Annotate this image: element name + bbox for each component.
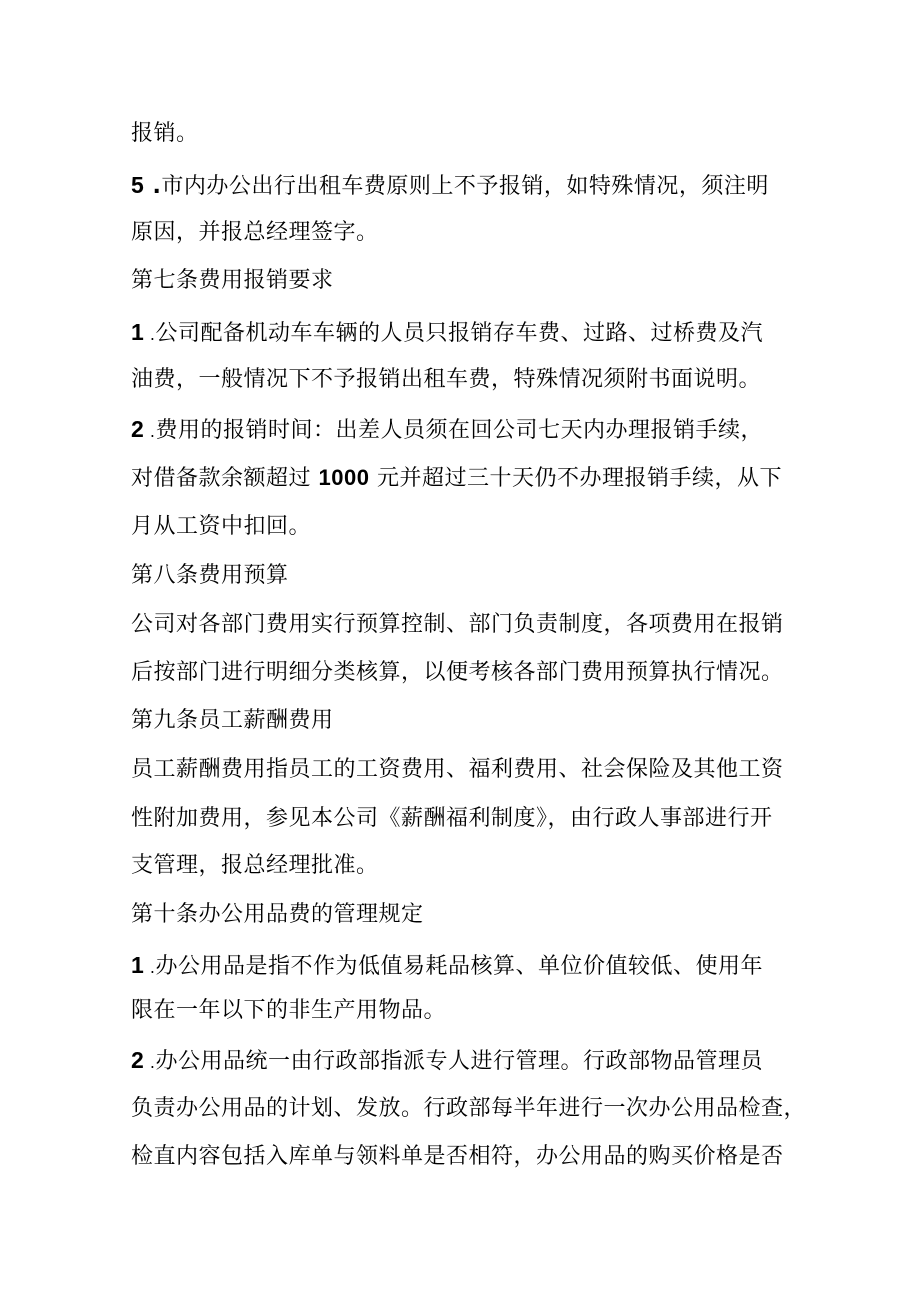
- text-segment: 油费，一般情况下不予报销出租车费，特殊情况须附书面说明。: [131, 367, 762, 392]
- heading-text: 第七条费用报销要求: [131, 268, 334, 293]
- heading-text: 第十条办公用品费的管理规定: [131, 902, 424, 927]
- text-segment: 支管理，报总经理批准。: [131, 853, 379, 878]
- text-segment: 性附加费用，参见本公司《薪酬福利制度》，由行政人事部进行开: [131, 806, 773, 831]
- text-segment: 检直内容包括入库单与领料单是否相符，办公用品的购买价格是否: [131, 1144, 784, 1169]
- list-separator: .: [144, 1053, 156, 1072]
- list-item-5: [131, 170, 769, 202]
- text-line: [131, 365, 761, 395]
- list-separator: .: [144, 958, 156, 977]
- list-item-1: [131, 317, 763, 350]
- section-heading: [131, 561, 289, 591]
- heading-text: 第八条费用预算: [131, 563, 289, 588]
- section-heading: [131, 900, 424, 930]
- section-heading: [131, 266, 334, 296]
- text-segment: 月从工资中扣回。: [131, 514, 312, 539]
- text-line: [131, 755, 784, 785]
- list-number: 2: [131, 416, 145, 442]
- text-line: [131, 119, 199, 149]
- list-number: 5: [131, 172, 145, 198]
- text-line: [131, 658, 784, 688]
- list-item-2: [131, 1045, 763, 1078]
- section-heading: [131, 706, 334, 736]
- list-separator: .: [144, 325, 156, 344]
- text-line: [131, 851, 379, 881]
- text-line: [131, 610, 784, 640]
- heading-text: 第九条员工薪酬费用: [131, 708, 334, 733]
- text-line: [131, 804, 773, 834]
- text-segment: 后按部门进行明细分类核算，以便考核各部门费用预算执行情况。: [131, 660, 784, 685]
- list-item-1: [131, 950, 763, 983]
- text-segment: 办公用品统一由行政部指派专人进行管理。行政部物品管理员: [155, 1049, 763, 1074]
- text-segment: 办公用品是指不作为低值易耗品核算、单位价值较低、使用年: [155, 954, 763, 979]
- list-number: 1: [131, 319, 145, 345]
- list-number: 2: [131, 1047, 145, 1073]
- text-segment: 原因，并报总经理签字。: [131, 220, 379, 245]
- text-line: [131, 512, 311, 542]
- text-line: [131, 1094, 806, 1124]
- list-number: 1: [131, 952, 145, 978]
- amount-value: 1000: [318, 465, 370, 490]
- text-segment: 元并超过三十天仍不办理报销手续，从下: [376, 466, 782, 491]
- text-segment: 限在一年以下的非生产用物品。: [131, 998, 447, 1023]
- text-segment: 报销。: [131, 121, 199, 146]
- text-line: [131, 463, 782, 494]
- text-segment: 公司对各部门费用实行预算控制、部门负责制度，各项费用在报销: [131, 612, 784, 637]
- text-line: [131, 996, 446, 1026]
- list-separator: .: [144, 422, 156, 441]
- list-separator: .: [144, 174, 162, 199]
- text-segment: 费用的报销时间：出差人员须在回公司七天内办理报销手续，: [155, 418, 763, 443]
- text-segment: 对借备款余额超过: [131, 466, 312, 491]
- text-segment: 公司配备机动车车辆的人员只报销存车费、过路、过桥费及汽: [155, 321, 763, 346]
- text-segment: 负责办公用品的计划、发放。行政部每半年进行一次办公用品检查，: [131, 1096, 807, 1121]
- text-segment: 市内办公出行出租车费原则上不予报销，如特殊情况，须注明: [161, 174, 769, 199]
- text-segment: 员工薪酬费用指员工的工资费用、福利费用、社会保险及其他工资: [131, 757, 784, 782]
- text-line: [131, 1142, 784, 1172]
- text-line: [131, 218, 379, 248]
- list-item-2: [131, 414, 763, 447]
